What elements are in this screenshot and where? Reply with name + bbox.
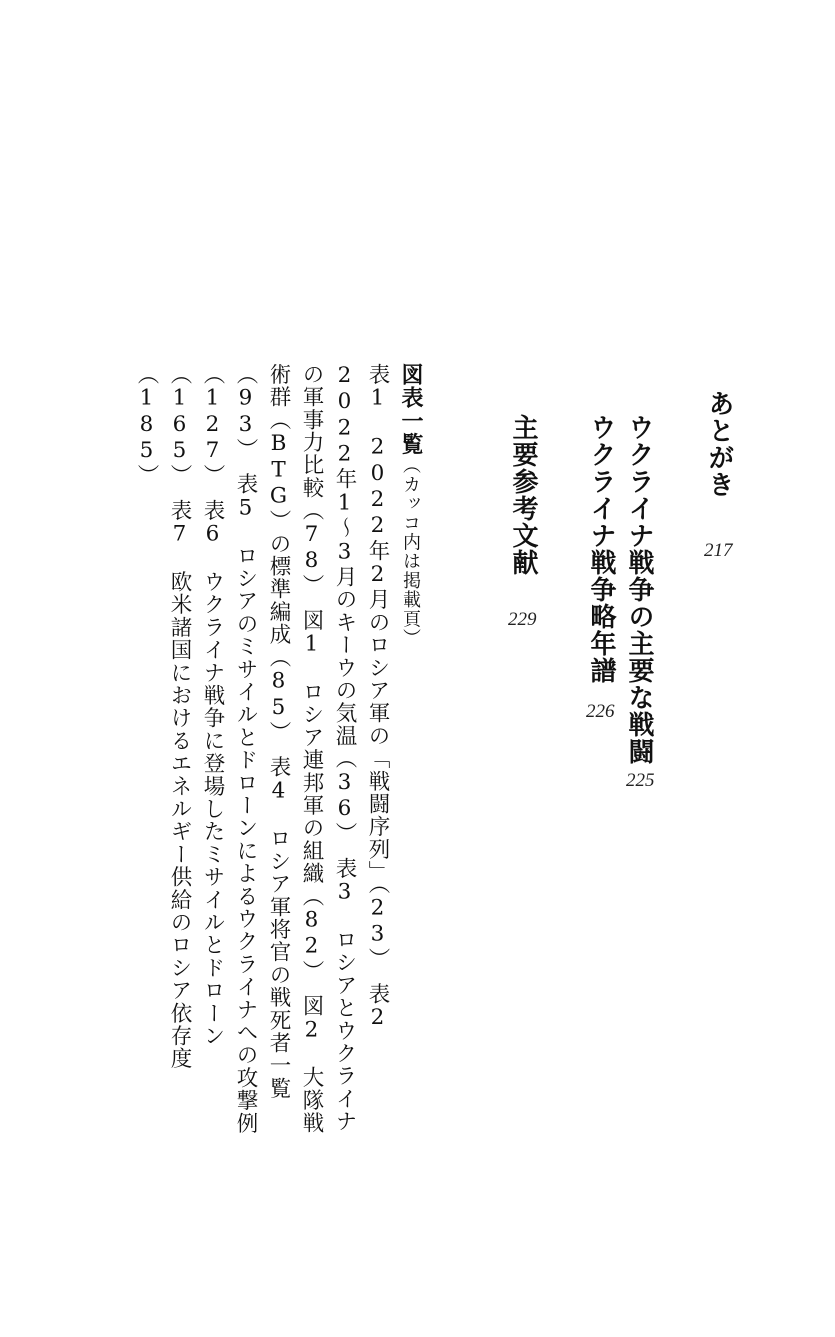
- toc-item-title: 主要参考文献: [508, 414, 538, 576]
- toc-item-references[interactable]: [510, 414, 536, 576]
- toc-item-major-battles[interactable]: [626, 414, 652, 765]
- figure-list-body: 表1 2022年2月のロシア軍の「戦闘序列」（23） 表2 2022年1～3月のキーウの気温（36） 表3 ロシアとウクライナの軍事力比較（78） 図1 ロシア連邦軍の組織（82） 図2 大隊戦術群（BTG）の標準編成（85） 表4 ロシア軍将官の戦死者一覧（93） 表5 ロシアのミサイルとドローンによるウクライナへの攻撃例（127） 表6 ウクライナ戦争に登場したミサイルとドローン（165） 表7 欧米諸国におけるエネルギー供給のロシア依存度（185）: [134, 363, 390, 1135]
- figure-list[interactable]: [134, 363, 427, 1143]
- toc-item-chronology[interactable]: [588, 414, 614, 684]
- toc-item-page-number: 229: [508, 609, 537, 630]
- figure-list-title: 図表一覧: [398, 363, 423, 456]
- toc-item-title: ウクライナ戦争の主要な戦闘: [624, 414, 654, 765]
- toc-item-page-number: 226: [586, 701, 615, 722]
- figure-list-note: （カッコ内は掲載頁）: [400, 455, 421, 648]
- toc-item-title: あとがき: [704, 390, 734, 498]
- toc-item-title: ウクライナ戦争略年譜: [586, 414, 616, 684]
- toc-item-page-number: 217: [704, 540, 733, 561]
- toc-item-page-number: 225: [626, 770, 655, 791]
- toc-item-afterword[interactable]: [706, 390, 732, 498]
